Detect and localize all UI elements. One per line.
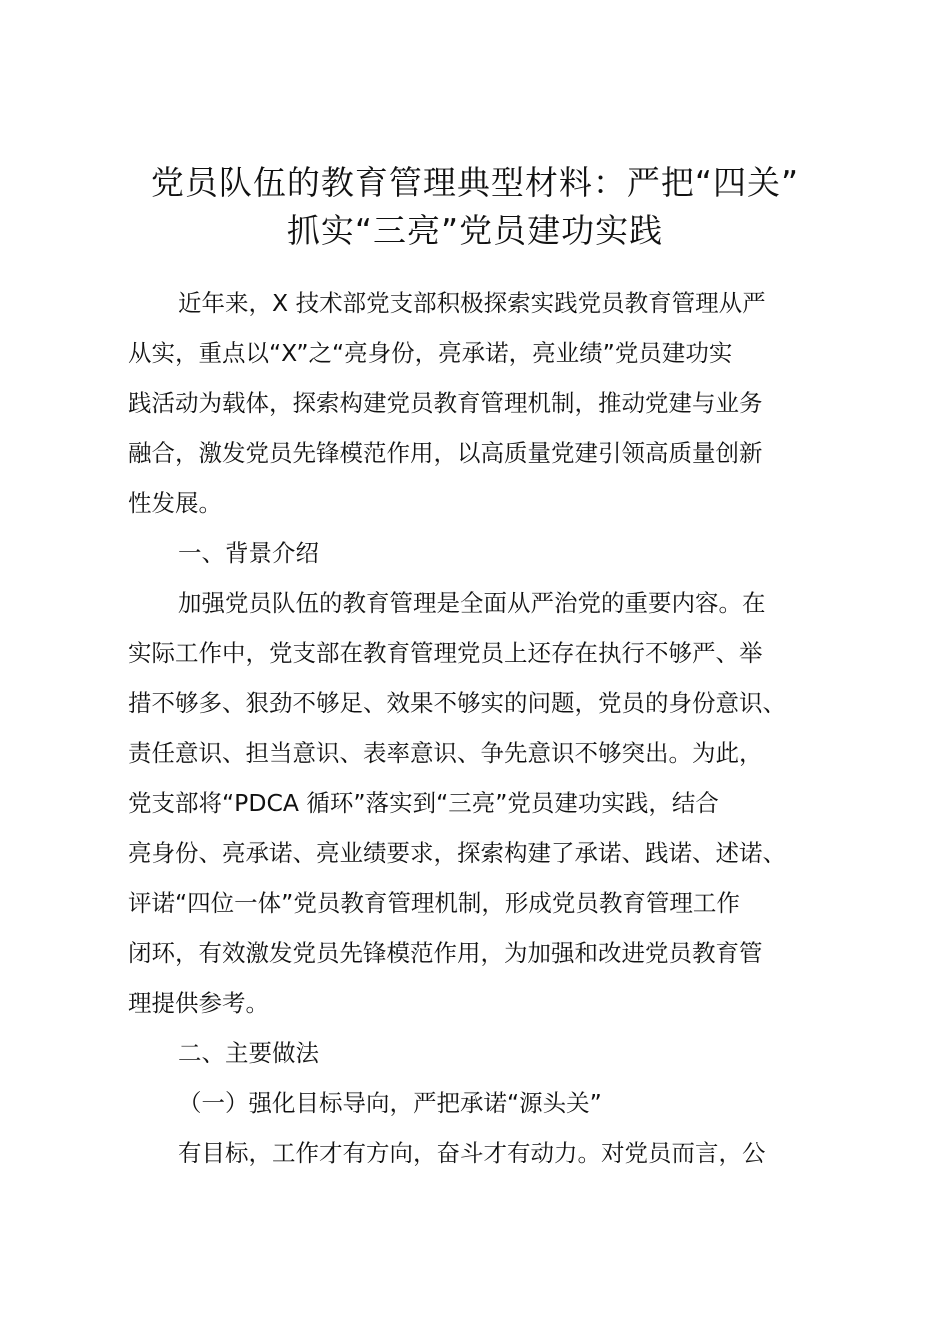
subsection-heading: （一）强化目标导向，严把承诺“源头关”: [178, 1089, 602, 1117]
paragraph-line: 从实，重点以“X”之“亮身份，亮承诺，亮业绩”党员建功实: [128, 339, 733, 367]
document-title-line-1: 党员队伍的教育管理典型材料：严把“四关”: [150, 163, 800, 202]
document-title-line-2: 抓实“三亮”党员建功实践: [286, 211, 664, 250]
paragraph-line: 性发展。: [128, 489, 222, 517]
section-heading: 一、背景介绍: [178, 539, 319, 567]
paragraph-line: 责任意识、担当意识、表率意识、争先意识不够突出。为此，: [128, 739, 763, 767]
paragraph-line: 闭环，有效激发党员先锋模范作用，为加强和改进党员教育管: [128, 939, 763, 967]
paragraph-line: 党支部将“PDCA 循环”落实到“三亮”党员建功实践，结合: [128, 789, 719, 817]
paragraph-line: 近年来，X 技术部党支部积极探索实践党员教育管理从严: [178, 289, 766, 317]
paragraph-line: 融合，激发党员先锋模范作用，以高质量党建引领高质量创新: [128, 439, 763, 467]
paragraph-line: 践活动为载体，探索构建党员教育管理机制，推动党建与业务: [128, 389, 763, 417]
paragraph-line: 评诺“四位一体”党员教育管理机制，形成党员教育管理工作: [128, 889, 740, 917]
paragraph-line: 实际工作中，党支部在教育管理党员上还存在执行不够严、举: [128, 639, 763, 667]
paragraph-line: 有目标，工作才有方向，奋斗才有动力。对党员而言，公: [178, 1139, 766, 1167]
paragraph-line: 加强党员队伍的教育管理是全面从严治党的重要内容。在: [178, 589, 766, 617]
paragraph-line: 理提供参考。: [128, 989, 269, 1017]
paragraph-line: 亮身份、亮承诺、亮业绩要求，探索构建了承诺、践诺、述诺、: [128, 839, 786, 867]
paragraph-line: 措不够多、狠劲不够足、效果不够实的问题，党员的身份意识、: [128, 689, 786, 717]
section-heading: 二、主要做法: [178, 1039, 319, 1067]
